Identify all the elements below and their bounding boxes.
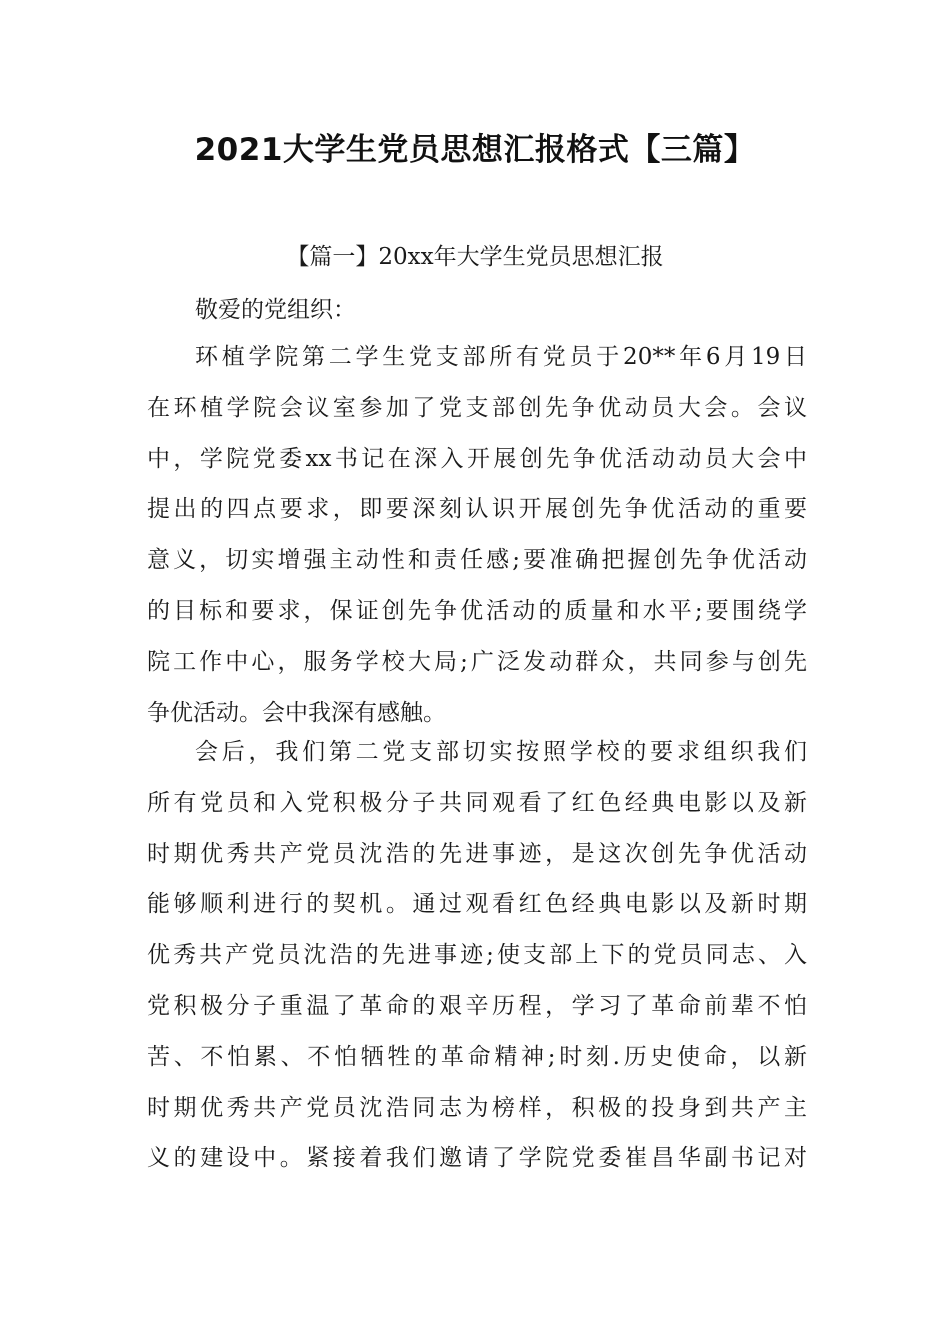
salutation: 敬爱的党组织： — [195, 297, 356, 323]
paragraph-line: 苦、不怕累、不怕牺牲的革命精神;时刻.历史使命，以新 — [147, 1043, 807, 1070]
body-paragraph — [147, 727, 807, 1184]
paragraph-line: 环植学院第二学生党支部所有党员于20**年6月19日 — [195, 344, 807, 370]
paragraph-line: 所有党员和入党积极分子共同观看了红色经典电影以及新 — [147, 789, 807, 816]
paragraph-line: 院工作中心，服务学校大局;广泛发动群众，共同参与创先 — [147, 648, 807, 675]
paragraph-line: 在环植学院会议室参加了党支部创先争优动员大会。会议 — [147, 394, 807, 421]
paragraph-line: 能够顺利进行的契机。通过观看红色经典电影以及新时期 — [147, 891, 807, 918]
paragraph-line: 中，学院党委xx书记在深入开展创先争优活动动员大会中 — [147, 445, 807, 472]
paragraph-line: 会后，我们第二党支部切实按照学校的要求组织我们 — [195, 739, 807, 765]
paragraph-line: 提出的四点要求，即要深刻认识开展创先争优活动的重要 — [147, 496, 807, 523]
document-title: 2021大学生党员思想汇报格式【三篇】 — [194, 132, 756, 168]
section-heading: 【篇一】20xx年大学生党员思想汇报 — [286, 244, 664, 270]
paragraph-line: 优秀共产党员沈浩的先进事迹;使支部上下的党员同志、入 — [147, 942, 807, 969]
paragraph-line: 义的建设中。紧接着我们邀请了学院党委崔昌华副书记对 — [147, 1145, 807, 1172]
body-paragraph — [147, 332, 807, 738]
paragraph-line: 时期优秀共产党员沈浩同志为榜样，积极的投身到共产主 — [147, 1094, 807, 1121]
paragraph-line: 争优活动。会中我深有感触。 — [147, 699, 446, 726]
paragraph-line: 的目标和要求，保证创先争优活动的质量和水平;要围绕学 — [147, 597, 807, 624]
paragraph-line: 意义，切实增强主动性和责任感;要准确把握创先争优活动 — [147, 547, 807, 574]
paragraph-line: 时期优秀共产党员沈浩的先进事迹，是这次创先争优活动 — [147, 840, 807, 867]
paragraph-line: 党积极分子重温了革命的艰辛历程，学习了革命前辈不怕 — [147, 992, 807, 1019]
